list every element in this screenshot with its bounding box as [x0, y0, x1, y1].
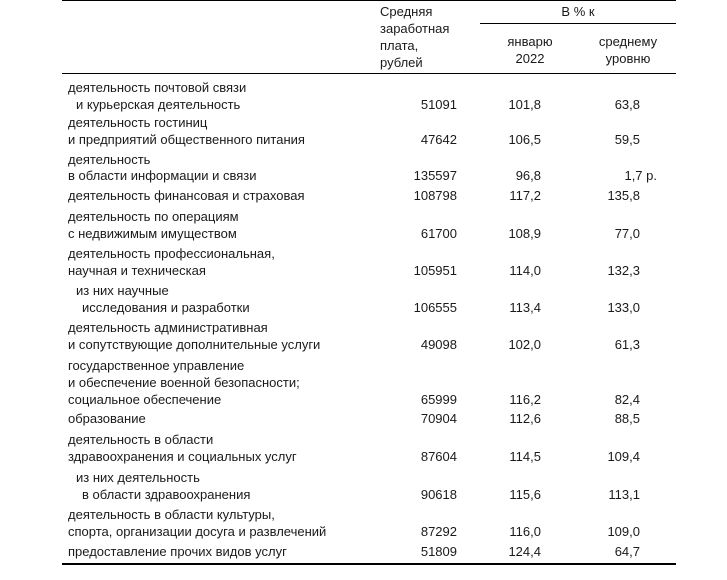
row-salary: 87604	[420, 449, 457, 464]
row-label-line: исследования и разработки	[82, 300, 250, 315]
row-label-line: и сопутствующие дополнительные услуги	[68, 337, 321, 352]
row-label-line: и обеспечение военной безопасности;	[68, 375, 300, 390]
row-label-line: деятельность финансовая и страховая	[68, 188, 305, 203]
row-avg: 135,8	[607, 188, 640, 203]
row-salary: 47642	[420, 132, 457, 147]
top-rule	[62, 0, 676, 1]
row-avg: 59,5	[614, 132, 640, 147]
row-salary: 70904	[420, 411, 457, 426]
row-label-line: государственное управление	[68, 358, 245, 373]
row-jan: 116,2	[509, 392, 541, 407]
row-avg: 109,0	[607, 524, 640, 539]
row-label-line: в области информации и связи	[68, 168, 257, 183]
row-label-line: деятельность по операциям	[68, 209, 239, 224]
row-label-line: предоставление прочих видов услуг	[68, 544, 287, 559]
row-avg: 88,5	[614, 411, 640, 426]
group-underline	[480, 23, 676, 24]
row-label-line: деятельность административная	[68, 320, 268, 335]
row-salary: 87292	[420, 524, 457, 539]
row-salary: 135597	[413, 168, 457, 183]
row-salary: 49098	[420, 337, 457, 352]
row-avg: 109,4	[607, 449, 640, 464]
row-label-line: из них научные	[76, 283, 169, 298]
row-jan: 113,4	[509, 300, 541, 315]
row-salary: 108798	[413, 188, 457, 203]
row-jan: 101,8	[508, 97, 541, 112]
header-jan-line-2: 2022	[515, 51, 545, 66]
row-jan: 102,0	[508, 337, 541, 352]
row-jan: 112,6	[509, 411, 541, 426]
row-avg: 61,3	[614, 337, 640, 352]
row-label-line: социальное обеспечение	[68, 392, 222, 407]
header-avg-line-2: уровню	[605, 51, 651, 66]
row-label-line: деятельность профессиональная,	[68, 246, 275, 261]
header-bottom-rule	[62, 73, 676, 74]
row-label-line: в области здравоохранения	[82, 487, 251, 502]
row-label-line: научная и техническая	[68, 263, 206, 278]
row-salary: 51809	[420, 544, 457, 559]
row-salary: 90618	[420, 487, 457, 502]
row-jan: 117,2	[509, 188, 541, 203]
header-avg-line-1: среднему	[598, 34, 658, 49]
header-salary-line-4: рублей	[380, 55, 423, 70]
row-jan: 124,4	[508, 544, 541, 559]
row-avg: 132,3	[607, 263, 640, 278]
row-jan: 108,9	[508, 226, 541, 241]
row-label-line: деятельность гостиниц	[68, 115, 208, 130]
row-avg: 1,7 р.	[624, 168, 657, 183]
header-jan-line-1: январю	[507, 34, 553, 49]
row-label-line: и предприятий общественного питания	[68, 132, 305, 147]
row-label-line: с недвижимым имуществом	[68, 226, 237, 241]
row-jan: 115,6	[509, 487, 541, 502]
row-label-line: здравоохранения и социальных услуг	[68, 449, 297, 464]
header-salary-line-1: Средняя	[380, 4, 433, 19]
row-jan: 106,5	[508, 132, 541, 147]
row-label-line: деятельность в области	[68, 432, 214, 447]
row-label-line: спорта, организации досуга и развлечений	[68, 524, 327, 539]
row-avg: 64,7	[614, 544, 640, 559]
row-avg: 133,0	[607, 300, 640, 315]
row-label-line: и курьерская деятельность	[76, 97, 241, 112]
row-label-line: из них деятельность	[76, 470, 200, 485]
header-group-label: В % к	[561, 4, 595, 19]
row-salary: 61700	[420, 226, 457, 241]
row-jan: 114,5	[509, 449, 541, 464]
row-label-line: деятельность почтовой связи	[68, 80, 247, 95]
row-label-line: деятельность в области культуры,	[68, 507, 275, 522]
row-salary: 51091	[420, 97, 457, 112]
row-salary: 106555	[413, 300, 457, 315]
row-jan: 96,8	[515, 168, 541, 183]
row-label-line: образование	[68, 411, 146, 426]
row-salary: 65999	[420, 392, 457, 407]
row-avg: 82,4	[614, 392, 640, 407]
row-avg: 77,0	[614, 226, 640, 241]
row-avg: 63,8	[614, 97, 640, 112]
header-salary-line-3: плата,	[380, 38, 419, 53]
row-avg: 113,1	[608, 487, 640, 502]
row-label-line: деятельность	[68, 152, 151, 167]
row-jan: 116,0	[509, 524, 541, 539]
row-salary: 105951	[413, 263, 457, 278]
row-jan: 114,0	[509, 263, 541, 278]
header-salary-line-2: заработная	[380, 21, 450, 36]
bottom-rule	[62, 563, 676, 565]
